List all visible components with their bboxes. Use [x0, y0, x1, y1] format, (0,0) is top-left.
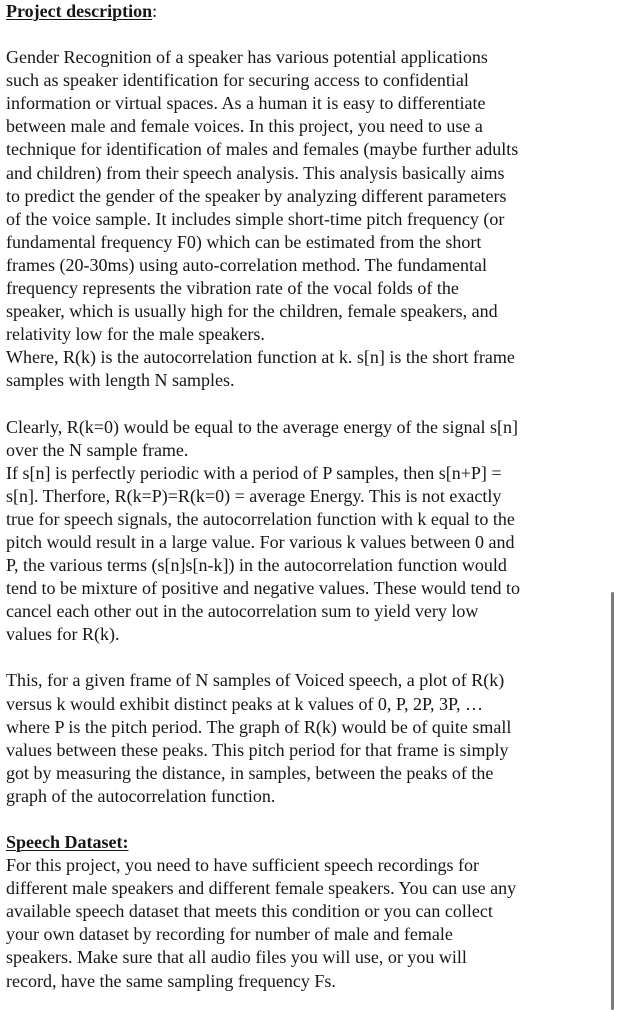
text-line: s[n]. Therfore, R(k=P)=R(k=0) = average Energy. This is not exactly — [6, 485, 502, 506]
text-line: information or virtual spaces. As a human it is easy to differentiate — [6, 93, 486, 114]
paragraph-autocorrelation — [6, 416, 602, 647]
paragraph-intro — [6, 46, 602, 392]
spacer — [6, 23, 602, 46]
text-line: values between these peaks. This pitch period for that frame is simply — [6, 739, 509, 760]
paragraph-pitch-period — [6, 669, 602, 808]
text-line: different male speakers and different female speakers. You can use any — [6, 878, 517, 899]
text-line: frequency represents the vibration rate of the vocal folds of the — [6, 278, 459, 299]
text-line: versus k would exhibit distinct peaks at k values of 0, P, 2P, 3P, … — [6, 693, 483, 714]
document — [6, 0, 602, 993]
text-line: samples with length N samples. — [6, 370, 235, 391]
text-line: pitch would result in a large value. For various k values between 0 and — [6, 531, 515, 552]
text-line: record, have the same sampling frequency Fs. — [6, 970, 336, 991]
text-line: over the N sample frame. — [6, 439, 189, 460]
text-line: your own dataset by recording for number of male and female — [6, 924, 453, 945]
text-line: where P is the pitch period. The graph of R(k) would be of quite small — [6, 716, 512, 737]
text-line: Where, R(k) is the autocorrelation function at k. s[n] is the short frame — [6, 347, 515, 368]
text-line: such as speaker identification for securing access to confidential — [6, 70, 469, 91]
text-line: tend to be mixture of positive and negative values. These would tend to — [6, 578, 521, 599]
section-title-project-description: Project description — [6, 1, 153, 21]
text-line: This, for a given frame of N samples of Voiced speech, a plot of R(k) — [6, 670, 505, 691]
text-line: For this project, you need to have sufficient speech recordings for — [6, 855, 480, 876]
text-line: true for speech signals, the autocorrelation function with k equal to the — [6, 508, 515, 529]
vertical-scrollbar[interactable] — [611, 592, 614, 1010]
text-line: cancel each other out in the autocorrelation sum to yield very low — [6, 601, 479, 622]
text-line: between male and female voices. In this project, you need to use a — [6, 116, 483, 137]
text-line: speakers. Make sure that all audio files you will use, or you will — [6, 947, 467, 968]
text-line: values for R(k). — [6, 624, 120, 645]
paragraph-dataset — [6, 854, 602, 993]
text-line: P, the various terms (s[n]s[n-k]) in the autocorrelation function would — [6, 555, 507, 576]
text-line: technique for identification of males and females (maybe further adults — [6, 139, 519, 160]
section-dataset-title-row — [6, 831, 602, 854]
spacer — [6, 808, 602, 831]
text-line: and children) from their speech analysis. This analysis basically aims — [6, 162, 505, 183]
text-line: relativity low for the male speakers. — [6, 324, 265, 345]
text-line: fundamental frequency F0) which can be estimated from the short — [6, 231, 482, 252]
text-line: frames (20-30ms) using auto-correlation method. The fundamental — [6, 254, 488, 275]
text-line: If s[n] is perfectly periodic with a period of P samples, then s[n+P] = — [6, 462, 502, 483]
text-line: speaker, which is usually high for the children, female speakers, and — [6, 301, 498, 322]
spacer — [6, 393, 602, 416]
text-line: Clearly, R(k=0) would be equal to the average energy of the signal s[n] — [6, 416, 518, 437]
text-line: to predict the gender of the speaker by analyzing different parameters — [6, 185, 507, 206]
text-line: of the voice sample. It includes simple short-time pitch frequency (or — [6, 208, 505, 229]
spacer — [6, 646, 602, 669]
section-project-title-row — [6, 0, 602, 23]
text-line: got by measuring the distance, in samples, between the peaks of the — [6, 762, 494, 783]
text-line: Gender Recognition of a speaker has various potential applications — [6, 47, 488, 68]
text-line: graph of the autocorrelation function. — [6, 785, 276, 806]
section-title-speech-dataset: Speech Dataset: — [6, 832, 129, 852]
section-title-colon: : — [152, 1, 158, 21]
text-line: available speech dataset that meets this condition or you can collect — [6, 901, 493, 922]
